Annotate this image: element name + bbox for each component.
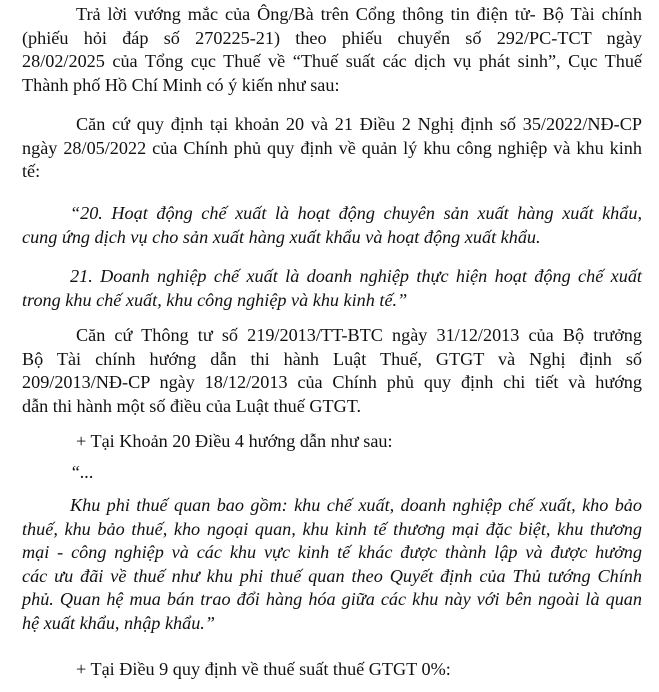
text-line: + Tại Khoản 20 Điều 4 hướng dẫn như sau: <box>76 431 393 451</box>
text-line: phủ. Quan hệ mua bán trao đổi hàng hóa giữa các khu này với bên ngoài là quan <box>22 589 642 609</box>
text-line: các ưu đãi về thuế như khu phi thuế quan theo Quyết định của Thủ tướng Chính <box>22 565 642 586</box>
text-line: trong khu chế xuất, khu công nghiệp và khu kinh tế.” <box>22 289 408 310</box>
clause-20-article-4-heading <box>22 430 642 454</box>
text-line: Khu phi thuế quan bao gồm: khu chế xuất, doanh nghiệp chế xuất, kho bảo <box>70 495 642 515</box>
legal-basis-circular-paragraph <box>22 324 642 418</box>
text-line: 209/2013/NĐ-CP ngày 18/12/2013 của Chính phủ quy định chi tiết và hướng <box>22 372 642 392</box>
text-line: Thành phố Hồ Chí Minh có ý kiến như sau: <box>22 74 340 95</box>
text-line: 21. Doanh nghiệp chế xuất là doanh nghiệp thực hiện hoạt động chế xuất <box>70 266 642 286</box>
text-line: thuế, khu bảo thuế, kho ngoại quan, khu kinh tế thương mại đặc biệt, khu thương <box>22 518 642 539</box>
text-line: cung ứng dịch vụ cho sản xuất hàng xuất khẩu và hoạt động xuất khẩu. <box>22 226 541 247</box>
legal-basis-decree-paragraph <box>22 113 642 184</box>
text-line: 28/02/2025 của Tổng cục Thuế về “Thuế suất các dịch vụ phát sinh”, Cục Thuế <box>22 51 642 71</box>
quote-open-ellipsis <box>22 461 642 485</box>
text-line: (phiếu hỏi đáp số 270225-21) theo phiếu chuyển số 292/PC-TCT ngày <box>22 27 642 48</box>
reply-intro-paragraph <box>22 3 642 97</box>
quote-non-tariff-zones <box>22 494 642 635</box>
text-line: dẫn thi hành một số điều của Luật thuế GTGT. <box>22 395 362 416</box>
text-line: tế: <box>22 161 41 181</box>
text-line: Trả lời vướng mắc của Ông/Bà trên Cổng thông tin điện tử- Bộ Tài chính <box>76 4 642 24</box>
text-line: Căn cứ Thông tư số 219/2013/TT-BTC ngày 31/12/2013 của Bộ trưởng <box>76 325 642 345</box>
text-line: mại - công nghiệp và các khu vực kinh tế khác được thành lập và được hưởng <box>22 542 642 562</box>
text-line: “... <box>70 462 94 482</box>
quote-clause-20 <box>22 202 642 249</box>
text-line: Căn cứ quy định tại khoản 20 và 21 Điều 2 Nghị định số 35/2022/NĐ-CP <box>76 114 642 134</box>
text-line: “20. Hoạt động chế xuất là hoạt động chuyên sản xuất hàng xuất khẩu, <box>70 203 642 223</box>
text-line: + Tại Điều 9 quy định về thuế suất thuế GTGT 0%: <box>76 659 451 679</box>
article-9-vat-heading <box>22 658 642 682</box>
text-line: hệ xuất khẩu, nhập khẩu.” <box>22 612 215 633</box>
quote-clause-21 <box>22 265 642 312</box>
text-line: ngày 28/05/2022 của Chính phủ quy định về quản lý khu công nghiệp và khu kinh <box>22 137 642 158</box>
text-line: Bộ Tài chính hướng dẫn thi hành Luật Thuế, GTGT và Nghị định số <box>22 348 642 369</box>
